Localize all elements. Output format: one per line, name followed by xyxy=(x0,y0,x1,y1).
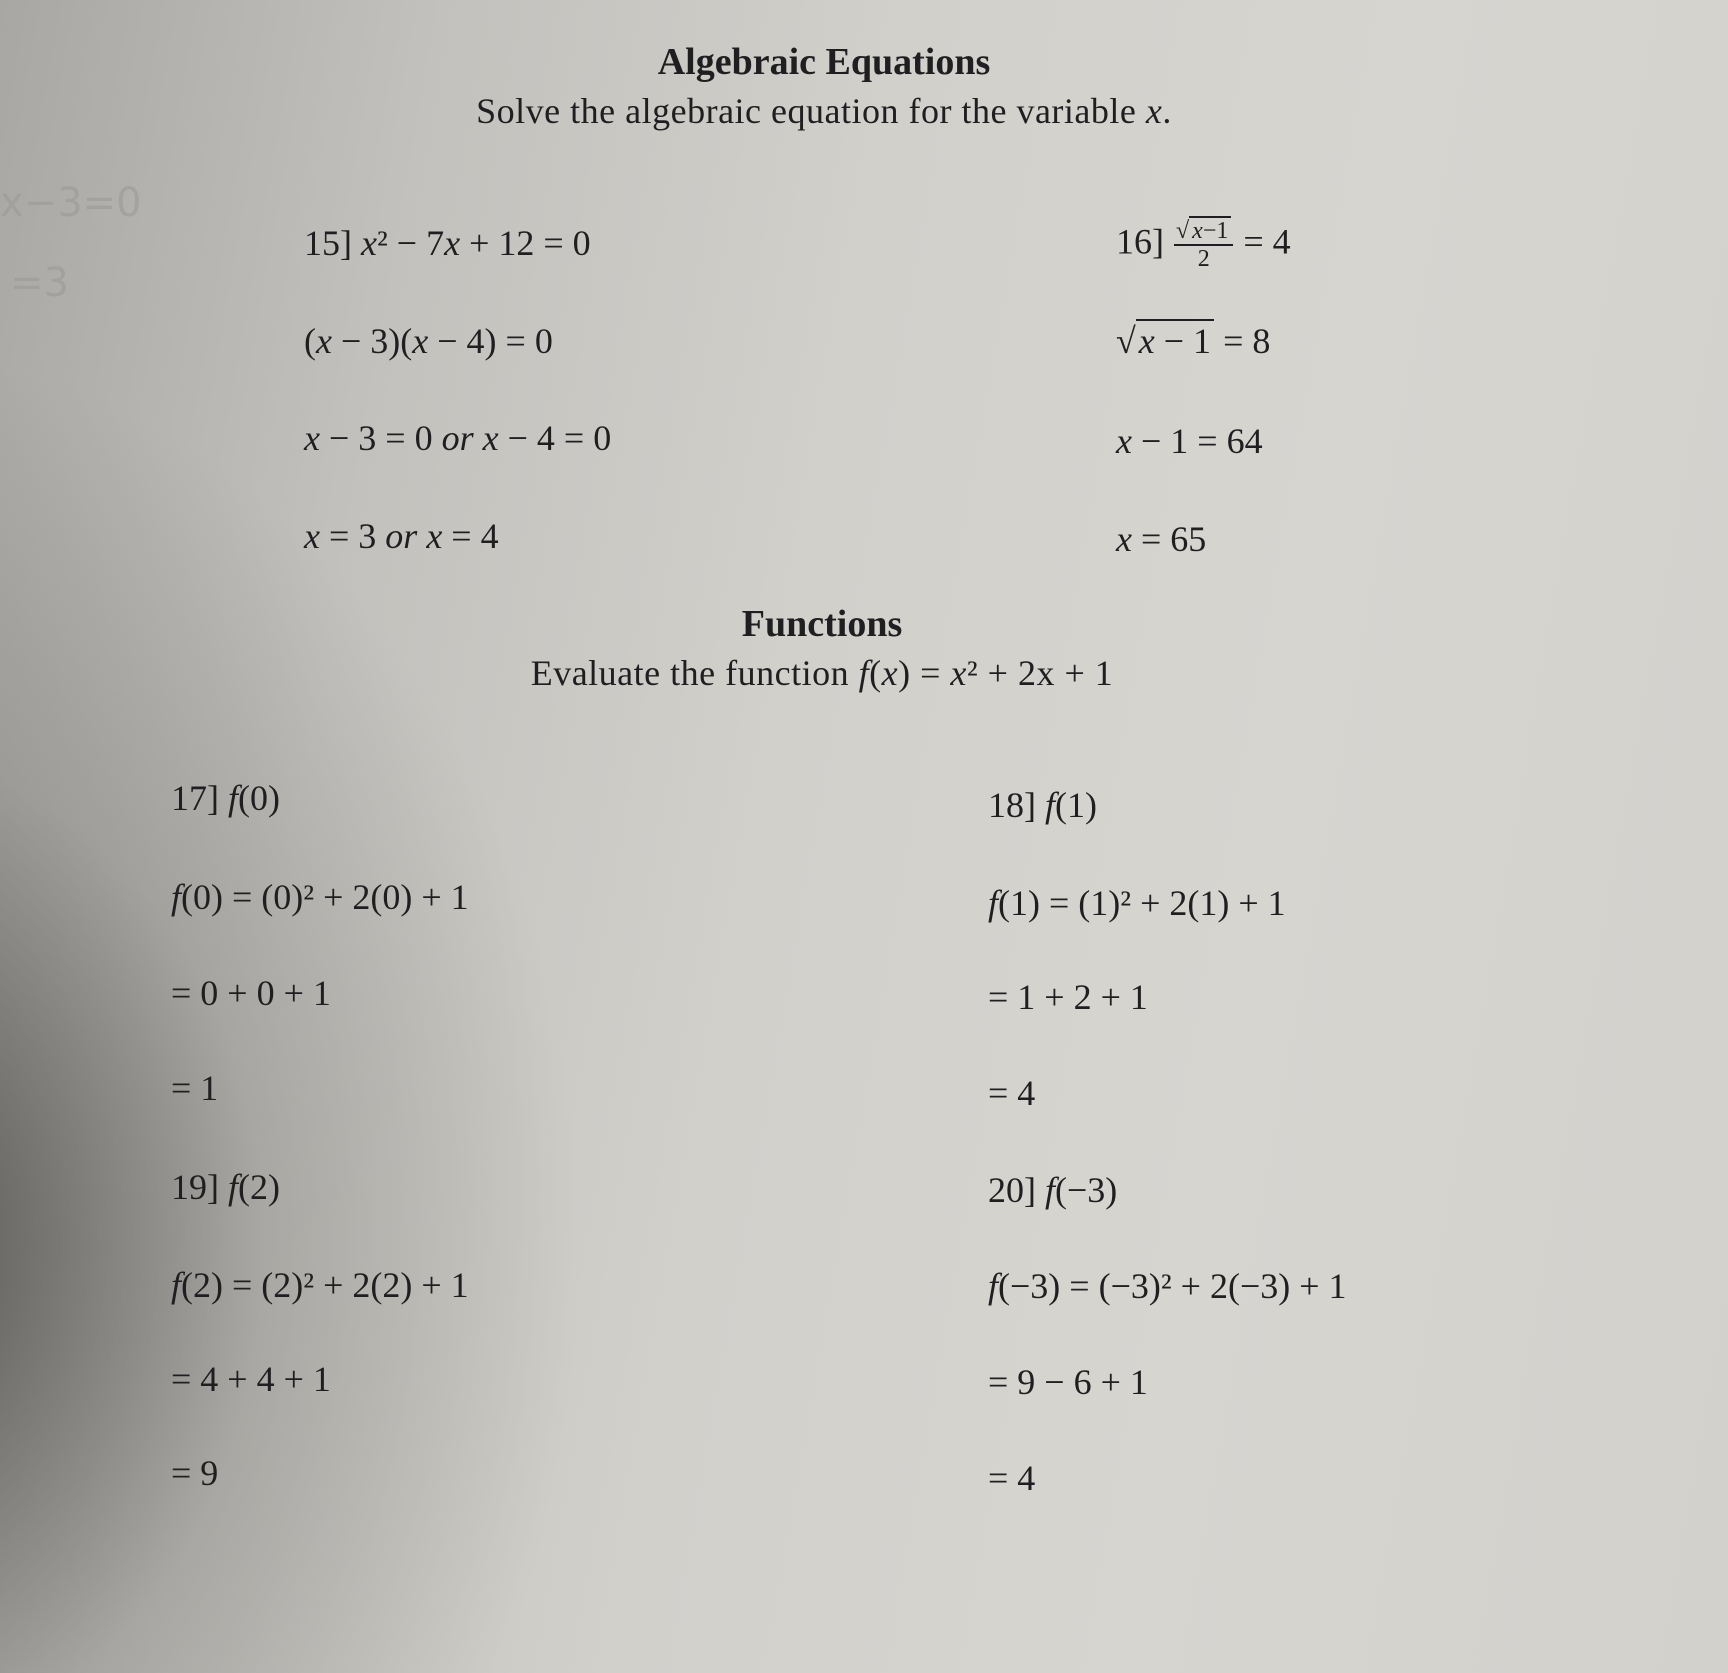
section-subtitle-functions: Evaluate the function f(x) = x² + 2x + 1 xyxy=(530,653,1114,693)
equation-line: = 1 xyxy=(171,1068,219,1108)
problem-17-label: 17] f(0) xyxy=(171,778,280,818)
equation-line: x − 3 = 0 or x − 4 = 0 xyxy=(304,418,612,458)
equation-line: f(0) = (0)² + 2(0) + 1 xyxy=(171,877,469,917)
equation-line: = 1 + 2 + 1 xyxy=(988,977,1148,1017)
equation-line: = 9 − 6 + 1 xyxy=(988,1362,1148,1402)
radicand: x−1 xyxy=(1189,216,1231,244)
equation-line: x = 65 xyxy=(1116,519,1207,559)
problem-16-equation xyxy=(1116,218,1291,273)
problem-label: 15] xyxy=(304,223,352,263)
equation-line: = 9 xyxy=(171,1453,219,1493)
rhs: = 8 xyxy=(1223,321,1271,361)
equation-line: x² − 7x + 12 = 0 xyxy=(361,223,591,263)
rhs: = 4 xyxy=(1243,221,1291,262)
equation-line: x = 3 or x = 4 xyxy=(304,516,499,556)
equation-line: f(1) = (1)² + 2(1) + 1 xyxy=(988,883,1286,923)
radicand: x − 1 xyxy=(1136,319,1214,361)
equation-line: = 4 xyxy=(988,1458,1036,1498)
equation-line: = 4 + 4 + 1 xyxy=(171,1359,331,1399)
equation-line: f(2) = (2)² + 2(2) + 1 xyxy=(171,1265,469,1305)
margin-handwriting: x−3=0 xyxy=(0,180,142,226)
problem-label: 16] xyxy=(1116,221,1164,262)
margin-handwriting: =3 xyxy=(10,260,69,306)
equation-line: (x − 3)(x − 4) = 0 xyxy=(304,321,553,361)
problem-15-equation xyxy=(304,222,591,264)
problem-18-label: 18] f(1) xyxy=(988,785,1097,825)
fraction: $\frac{√ x-1}{2}$ xyxy=(1174,218,1233,273)
section-subtitle-algebraic: Solve the algebraic equation for the variable x. xyxy=(476,91,1172,131)
problem-19-label: 19] f(2) xyxy=(171,1167,280,1207)
equation-line: x − 1 = 64 xyxy=(1116,421,1263,461)
denominator: 2 xyxy=(1197,246,1210,273)
equation-line: = 4 xyxy=(988,1073,1036,1113)
problem-20-label: 20] f(−3) xyxy=(988,1170,1118,1210)
equation-line: = 0 + 0 + 1 xyxy=(171,973,331,1013)
section-title-functions: Functions xyxy=(741,603,903,645)
section-title-algebraic: Algebraic Equations xyxy=(657,41,991,83)
equation-line: √x − 1 = 8 xyxy=(1116,321,1271,361)
equation-line: f(−3) = (−3)² + 2(−3) + 1 xyxy=(988,1266,1347,1306)
